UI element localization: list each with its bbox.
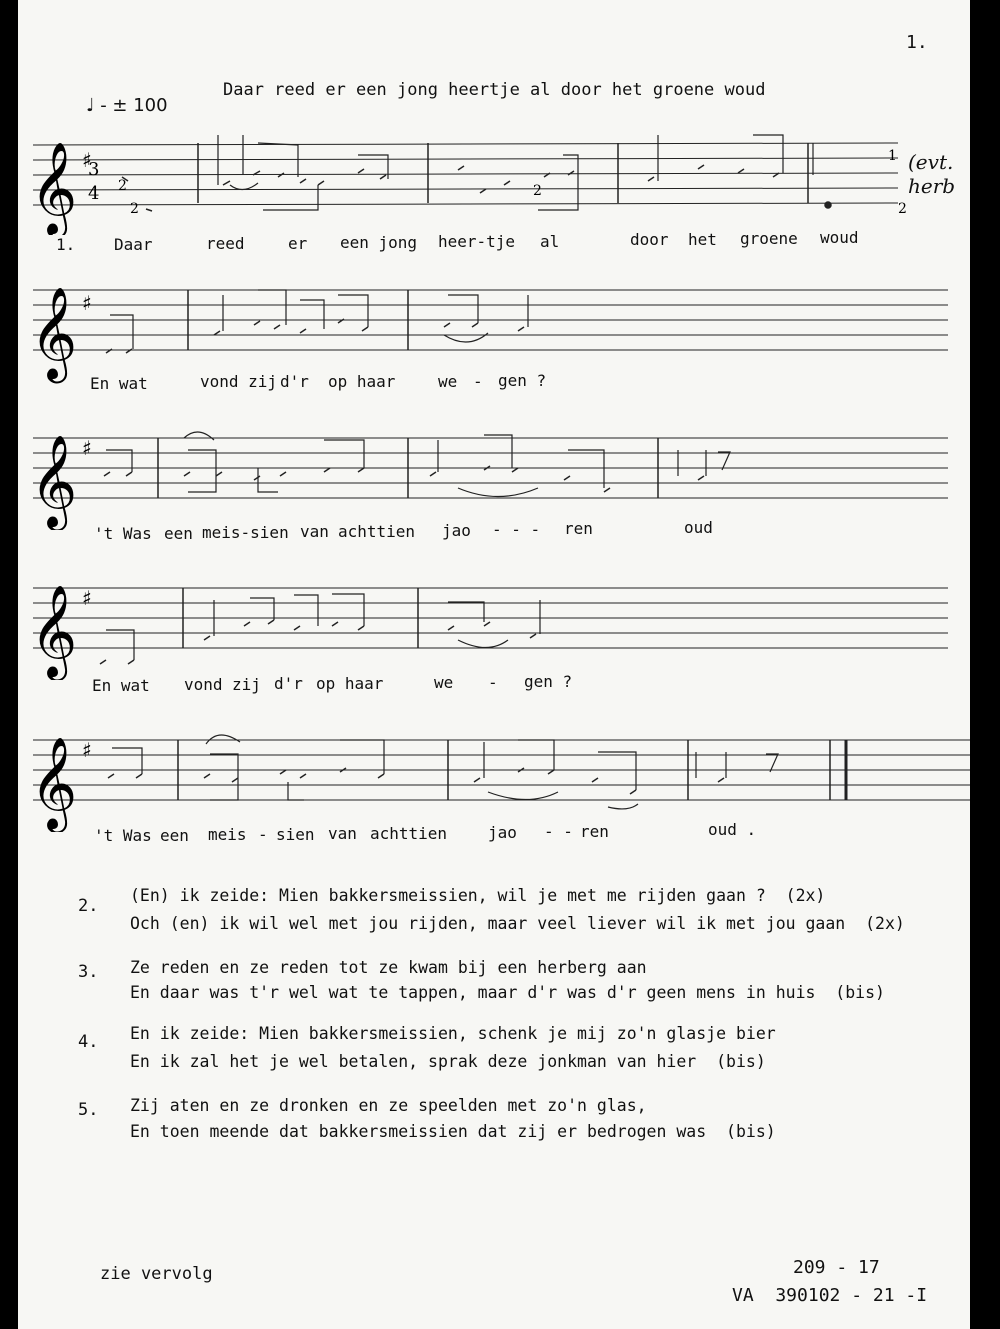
lyric-2-0: En wat bbox=[90, 374, 148, 393]
svg-text:♯: ♯ bbox=[82, 291, 92, 315]
lyric-4-0: En wat bbox=[92, 676, 150, 695]
lyric-1-5: heer-tje bbox=[438, 232, 516, 251]
lyric-4-4: op haar bbox=[316, 674, 384, 693]
lyric-1-2: reed bbox=[206, 234, 245, 253]
lyric-4-1: vond bbox=[184, 675, 223, 694]
verse-3-line-2: En daar was t'r wel wat te tappen, maar d'r was d'r geen mens in huis (bis) bbox=[130, 983, 885, 1002]
lyric-1-9: groene bbox=[740, 229, 798, 248]
lyric-5-3: - bbox=[258, 825, 268, 844]
verse-4-line-2: En ik zal het je wel betalen, sprak deze jonkman van hier (bis) bbox=[130, 1052, 766, 1071]
svg-text:2: 2 bbox=[898, 201, 907, 217]
lyric-3-1: een bbox=[164, 524, 193, 543]
svg-text:1: 1 bbox=[888, 148, 897, 164]
svg-text:♯: ♯ bbox=[82, 738, 92, 762]
treble-clef-icon: 𝄞 bbox=[30, 584, 78, 677]
svg-text:♯: ♯ bbox=[82, 586, 92, 610]
catalog-code: 209 - 17 bbox=[793, 1257, 880, 1278]
music-staff-2 bbox=[18, 265, 970, 385]
verse-4-line-1: En ik zeide: Mien bakkersmeissien, schenk je mij zo'n glasje bier bbox=[130, 1024, 776, 1043]
lyric-1-10: woud bbox=[820, 228, 859, 247]
verse-2-number: 2. bbox=[78, 896, 99, 916]
svg-text:4: 4 bbox=[88, 183, 100, 204]
lyric-4-2: zij bbox=[232, 675, 261, 694]
lyric-3-0: 't Was bbox=[94, 524, 152, 543]
lyric-1-8: het bbox=[688, 230, 717, 249]
lyric-4-5: we bbox=[434, 673, 454, 692]
verse-3-line-1: Ze reden en ze reden tot ze kwam bij een herberg aan bbox=[130, 958, 647, 977]
lyric-1-0: 1. bbox=[56, 235, 76, 254]
verse-5-line-2: En toen meende dat bakkersmeissien dat zij er bedrogen was (bis) bbox=[130, 1122, 776, 1141]
lyric-5-2: meis bbox=[208, 825, 247, 844]
lyric-3-5: jao bbox=[442, 521, 471, 540]
lyric-2-1: vond zij bbox=[200, 372, 278, 391]
lyric-3-3: van bbox=[300, 522, 329, 541]
lyric-2-5: - bbox=[473, 372, 483, 391]
svg-text:♯: ♯ bbox=[82, 148, 92, 172]
lyric-2-6: gen ? bbox=[498, 371, 547, 390]
svg-text:2: 2 bbox=[130, 201, 139, 217]
lyric-5-0: 't Was bbox=[94, 826, 152, 845]
treble-clef-icon: 𝄞 bbox=[30, 286, 78, 379]
lyric-5-8: - - bbox=[544, 822, 573, 841]
score-sheet bbox=[18, 0, 970, 1329]
lyric-5-4: sien bbox=[276, 825, 315, 844]
lyric-2-2: d'r bbox=[280, 372, 309, 391]
lyric-5-5: van bbox=[328, 824, 357, 843]
archive-code: VA 390102 - 21 -I bbox=[732, 1285, 928, 1306]
lyric-1-1: Daar bbox=[114, 235, 153, 254]
lyric-5-10: oud . bbox=[708, 820, 757, 839]
verse-2-line-2: Och (en) ik wil wel met jou rijden, maar veel liever wil ik met jou gaan (2x) bbox=[130, 914, 905, 933]
lyric-5-6: achttien bbox=[370, 824, 448, 843]
verse-3-number: 3. bbox=[78, 962, 99, 982]
lyric-1-3: er bbox=[288, 234, 308, 253]
lyric-4-6: - bbox=[488, 673, 498, 692]
page-number: 1. bbox=[906, 32, 928, 53]
lyric-3-8: oud bbox=[684, 518, 713, 537]
svg-text:2: 2 bbox=[533, 183, 542, 199]
lyric-4-7: gen ? bbox=[524, 672, 573, 691]
lyric-5-1: een bbox=[160, 826, 189, 845]
verse-4-number: 4. bbox=[78, 1032, 99, 1052]
music-staff-1 bbox=[18, 115, 970, 235]
verse-2-line-1: (En) ik zeide: Mien bakkersmeissien, wil je met me rijden gaan ? (2x) bbox=[130, 886, 826, 905]
tempo-marking: ♩ - ± 100 bbox=[86, 95, 168, 116]
lyric-3-7: ren bbox=[564, 519, 593, 538]
svg-text:2: 2 bbox=[118, 178, 127, 194]
margin-note: (evt. herb bbox=[908, 150, 956, 198]
verse-5-line-1: Zij aten en ze dronken en ze speelden met zo'n glas, bbox=[130, 1096, 647, 1115]
lyric-1-7: door bbox=[630, 230, 669, 249]
lyric-5-7: jao bbox=[488, 823, 517, 842]
lyric-1-6: al bbox=[540, 232, 560, 251]
lyric-3-2: meis-sien bbox=[202, 523, 289, 542]
lyric-3-6: - - - bbox=[492, 520, 541, 539]
treble-clef-icon: 𝄞 bbox=[30, 141, 78, 234]
footer-note: zie vervolg bbox=[100, 1264, 213, 1284]
song-title: Daar reed er een jong heertje al door het groene woud bbox=[223, 80, 766, 100]
lyric-3-4: achttien bbox=[338, 522, 416, 541]
music-staff-4 bbox=[18, 560, 970, 680]
lyric-2-4: we bbox=[438, 372, 458, 391]
verse-5-number: 5. bbox=[78, 1100, 99, 1120]
lyric-2-3: op haar bbox=[328, 372, 396, 391]
lyric-5-9: ren bbox=[580, 822, 609, 841]
treble-clef-icon: 𝄞 bbox=[30, 736, 78, 829]
music-staff-3 bbox=[18, 410, 970, 530]
lyric-4-3: d'r bbox=[274, 674, 303, 693]
svg-text:3: 3 bbox=[88, 159, 100, 180]
treble-clef-icon: 𝄞 bbox=[30, 434, 78, 527]
music-staff-5 bbox=[18, 712, 970, 832]
lyric-1-4: een jong bbox=[340, 233, 418, 252]
svg-text:♯: ♯ bbox=[82, 436, 92, 460]
